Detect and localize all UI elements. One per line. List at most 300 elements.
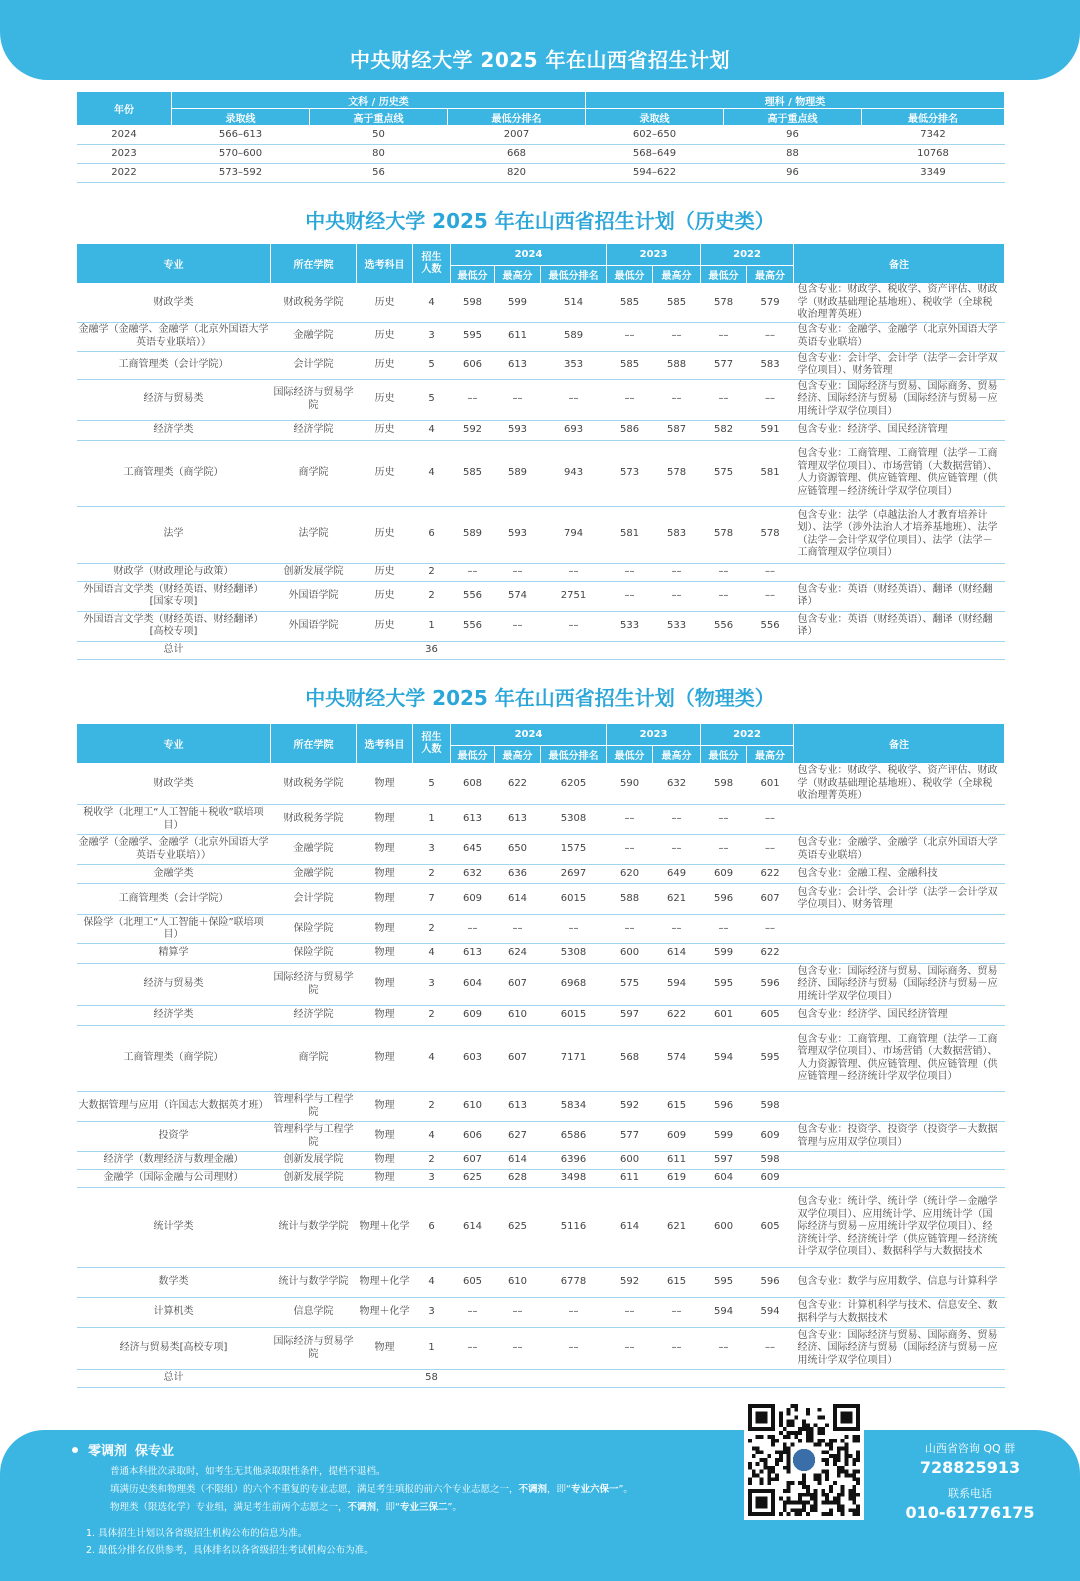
score-subheader: 最低分 (607, 746, 653, 764)
table-cell: 投资学 (77, 1122, 271, 1152)
table-row (77, 284, 1005, 323)
table-cell: 578 (747, 506, 794, 563)
table-cell: 585 (653, 284, 701, 323)
table-cell: 610 (495, 1006, 541, 1026)
table-cell: 619 (653, 1170, 701, 1188)
note-cell: 包含专业：金融工程、金融科技 (794, 865, 1005, 884)
table-cell: 统计学类 (77, 1188, 271, 1268)
note-cell: 包含专业：英语（财经英语）、翻译（财经翻译） (794, 611, 1005, 641)
table-cell: 581 (747, 440, 794, 506)
table-cell: 10768 (862, 145, 1005, 164)
table-cell: 财政学类 (77, 764, 271, 805)
note-cell: 包含专业：国际经济与贸易、国际商务、贸易经济、国际经济与贸易（国际经济与贸易－应用统计学双学位项目） (794, 1328, 1005, 1370)
table-cell: 614 (607, 1188, 653, 1268)
table-cell: 3 (413, 322, 451, 351)
table-row (77, 944, 1005, 964)
table-cell: –– (451, 1298, 495, 1328)
table-cell: 573–592 (172, 164, 310, 183)
table-cell: 591 (747, 420, 794, 440)
table-row (77, 126, 1005, 145)
table-cell: 历史 (357, 284, 413, 323)
enroll-header: 招生人数 (413, 724, 451, 764)
table-cell: 2 (413, 1152, 451, 1170)
table-cell: 2 (413, 1006, 451, 1026)
table-cell: 1 (413, 1328, 451, 1370)
table-cell: 574 (495, 581, 541, 611)
table-cell: 593 (495, 420, 541, 440)
table-cell: 577 (701, 351, 747, 379)
table-cell: 经济学类 (77, 420, 271, 440)
table-cell: 5 (413, 351, 451, 379)
note-cell: 包含专业：经济学、国民经济管理 (794, 420, 1005, 440)
table-cell: 636 (495, 865, 541, 884)
table-cell: 5116 (541, 1188, 607, 1268)
table-cell: 693 (541, 420, 607, 440)
table-cell: 611 (495, 322, 541, 351)
summary-table (76, 91, 1005, 183)
table-cell: 600 (607, 944, 653, 964)
table-cell: 622 (495, 764, 541, 805)
table-row (77, 1026, 1005, 1092)
table-cell: 628 (495, 1170, 541, 1188)
table-cell: 2 (413, 865, 451, 884)
table-cell: 保险学院 (271, 944, 357, 964)
table-cell: 2022 (77, 164, 172, 183)
note-cell: 包含专业：财政学、税收学、资产评估、财政学（财政基础理论基地班）、税收学（全球税收治理菁英班） (794, 284, 1005, 323)
table-cell: 物理 (357, 944, 413, 964)
table-row (77, 915, 1005, 944)
note-cell (794, 563, 1005, 581)
table-cell: –– (653, 1298, 701, 1328)
table-cell: 605 (747, 1188, 794, 1268)
table-cell: 物理 (357, 865, 413, 884)
table-cell: 5308 (541, 805, 607, 835)
table-cell: –– (541, 1328, 607, 1370)
table-cell: 596 (747, 964, 794, 1006)
note-cell: 包含专业：国际经济与贸易、国际商务、贸易经济、国际经济与贸易（国际经济与贸易－应用统计学双学位项目） (794, 379, 1005, 420)
table-cell: 556 (451, 611, 495, 641)
college-header: 所在学院 (271, 724, 357, 764)
table-cell: 会计学院 (271, 884, 357, 915)
phone-number: 010-61776175 (905, 1503, 1035, 1522)
table-cell: 627 (495, 1122, 541, 1152)
table-cell: 4 (413, 440, 451, 506)
table-cell: 614 (495, 1152, 541, 1170)
score-subheader: 最低分排名 (541, 746, 607, 764)
table-cell: 税收学（北理工“人工智能＋税收”联培项目） (77, 805, 271, 835)
note-cell: 包含专业：金融学、金融学（北京外国语大学英语专业联培） (794, 835, 1005, 865)
table-cell: –– (701, 322, 747, 351)
history-section-title: 中央财经大学 2025 年在山西省招生计划（历史类） (305, 209, 775, 233)
note-cell: 包含专业：数学与应用数学、信息与计算科学 (794, 1268, 1005, 1298)
table-cell: 609 (701, 865, 747, 884)
table-row (77, 164, 1005, 183)
score-subheader: 最高分 (653, 266, 701, 284)
table-cell: 工商管理类（商学院） (77, 440, 271, 506)
table-cell: 经济学院 (271, 1006, 357, 1026)
table-cell: –– (701, 1328, 747, 1370)
bullet-icon (72, 1447, 78, 1453)
table-cell: –– (495, 379, 541, 420)
table-cell: 信息学院 (271, 1298, 357, 1328)
table-cell: 605 (451, 1268, 495, 1298)
table-row (77, 1170, 1005, 1188)
table-cell: 2024 (77, 126, 172, 145)
table-row (77, 805, 1005, 835)
table-cell: 物理 (357, 884, 413, 915)
table-cell: 606 (451, 1122, 495, 1152)
table-cell: 613 (495, 351, 541, 379)
table-cell: 金融学院 (271, 865, 357, 884)
table-cell: 624 (495, 944, 541, 964)
table-cell: 607 (747, 884, 794, 915)
subject-header: 选考科目 (357, 244, 413, 284)
table-cell: 598 (701, 764, 747, 805)
table-cell: 商学院 (271, 440, 357, 506)
table-cell: 3349 (862, 164, 1005, 183)
table-cell: –– (701, 581, 747, 611)
score-subheader: 最高分 (747, 266, 794, 284)
table-cell: 594 (653, 964, 701, 1006)
table-cell: 管理科学与工程学院 (271, 1122, 357, 1152)
table-cell: 595 (451, 322, 495, 351)
physics-section-title: 中央财经大学 2025 年在山西省招生计划（物理类） (305, 686, 775, 710)
table-row (77, 611, 1005, 641)
table-cell: 创新发展学院 (271, 563, 357, 581)
table-cell: –– (701, 805, 747, 835)
table-cell: 外国语言文学类（财经英语、财经翻译）[高校专项] (77, 611, 271, 641)
major-header: 专业 (77, 724, 271, 764)
summary-subheader: 录取线 (586, 109, 724, 126)
table-cell: 物理 (357, 1006, 413, 1026)
table-cell: 统计与数学学院 (271, 1268, 357, 1298)
table-cell: 金融学（金融学、金融学（北京外国语大学英语专业联培）） (77, 322, 271, 351)
table-cell: 650 (495, 835, 541, 865)
table-cell: 法学院 (271, 506, 357, 563)
table-cell: 600 (607, 1152, 653, 1170)
table-cell: 1 (413, 611, 451, 641)
table-cell: 587 (653, 420, 701, 440)
table-cell: 610 (451, 1092, 495, 1122)
table-cell: 556 (747, 611, 794, 641)
table-cell: 589 (451, 506, 495, 563)
note-cell: 包含专业：经济学、国民经济管理 (794, 1006, 1005, 1026)
table-cell: –– (747, 563, 794, 581)
note-cell (794, 944, 1005, 964)
table-cell: 575 (701, 440, 747, 506)
table-cell: 585 (607, 284, 653, 323)
qq-group-number: 728825913 (919, 1458, 1021, 1477)
table-cell: 625 (451, 1170, 495, 1188)
score-subheader: 最低分 (451, 746, 495, 764)
table-cell: 80 (310, 145, 448, 164)
table-cell: 物理 (357, 1152, 413, 1170)
table-cell: 622 (653, 1006, 701, 1026)
table-cell: 614 (451, 1188, 495, 1268)
table-cell: 601 (701, 1006, 747, 1026)
table-cell: 计算机类 (77, 1298, 271, 1328)
table-cell: 3498 (541, 1170, 607, 1188)
table-cell: 597 (607, 1006, 653, 1026)
year-header-y2022: 2022 (701, 244, 794, 266)
table-cell: 582 (701, 420, 747, 440)
table-cell: 820 (448, 164, 586, 183)
table-cell: 经济学院 (271, 420, 357, 440)
score-subheader: 最低分 (701, 746, 747, 764)
note-cell: 包含专业：计算机科学与技术、信息安全、数据科学与大数据技术 (794, 1298, 1005, 1328)
table-cell: 578 (701, 506, 747, 563)
table-cell: –– (701, 835, 747, 865)
table-cell: 601 (747, 764, 794, 805)
table-cell: 统计与数学学院 (271, 1188, 357, 1268)
table-cell: –– (747, 1328, 794, 1370)
physics-table (76, 723, 1005, 1388)
table-cell: 609 (653, 1122, 701, 1152)
table-cell: 精算学 (77, 944, 271, 964)
table-cell: 588 (653, 351, 701, 379)
table-cell: 593 (495, 506, 541, 563)
table-cell: –– (541, 611, 607, 641)
table-row (77, 1328, 1005, 1370)
note-cell (794, 1170, 1005, 1188)
table-cell: 602–650 (586, 126, 724, 145)
table-cell: 2 (413, 581, 451, 611)
total-label: 总计 (77, 1370, 271, 1388)
year-header-y2024: 2024 (451, 724, 607, 746)
table-cell: 578 (653, 440, 701, 506)
notes-heading-2: 保专业 (135, 1444, 175, 1459)
table-cell: –– (747, 379, 794, 420)
table-cell: 物理＋化学 (357, 1188, 413, 1268)
phone-label: 联系电话 (948, 1487, 992, 1500)
table-cell: 592 (451, 420, 495, 440)
table-cell: 620 (607, 865, 653, 884)
score-subheader: 最高分 (653, 746, 701, 764)
table-row (77, 506, 1005, 563)
table-cell: 597 (701, 1152, 747, 1170)
table-cell: 599 (701, 1122, 747, 1152)
table-cell: –– (653, 581, 701, 611)
table-cell: 历史 (357, 581, 413, 611)
table-cell: 575 (607, 964, 653, 1006)
table-cell: 历史 (357, 440, 413, 506)
table-cell: 568–649 (586, 145, 724, 164)
qq-group-label: 山西省咨询 QQ 群 (924, 1442, 1016, 1455)
score-subheader: 最低分 (451, 266, 495, 284)
table-cell: 566–613 (172, 126, 310, 145)
table-row (77, 420, 1005, 440)
table-cell: 583 (653, 506, 701, 563)
table-cell: 2 (413, 563, 451, 581)
table-cell: 外国语言文学类（财经英语、财经翻译）[国家专项] (77, 581, 271, 611)
total-label: 总计 (77, 641, 271, 659)
table-cell: 794 (541, 506, 607, 563)
notes-heading (72, 1440, 712, 1459)
table-cell: 2 (413, 915, 451, 944)
table-cell: 财政学（财政理论与政策） (77, 563, 271, 581)
total-value: 36 (413, 641, 451, 659)
note-cell: 包含专业：会计学、会计学（法学－会计学双学位项目）、财务管理 (794, 351, 1005, 379)
table-row (77, 1122, 1005, 1152)
table-cell: –– (747, 805, 794, 835)
table-cell: 法学 (77, 506, 271, 563)
year-header-y2022: 2022 (701, 724, 794, 746)
table-cell: 6015 (541, 1006, 607, 1026)
table-cell: 2 (413, 1092, 451, 1122)
table-cell: 625 (495, 1188, 541, 1268)
table-cell: –– (541, 563, 607, 581)
table-cell: 596 (701, 884, 747, 915)
score-subheader: 最高分 (495, 746, 541, 764)
table-cell: –– (451, 563, 495, 581)
table-cell: 经济与贸易类[高校专项] (77, 1328, 271, 1370)
table-cell: 943 (541, 440, 607, 506)
table-cell: 574 (653, 1026, 701, 1092)
table-row (77, 581, 1005, 611)
table-cell: –– (495, 611, 541, 641)
table-cell: 645 (451, 835, 495, 865)
table-cell: 物理 (357, 1026, 413, 1092)
table-cell: 经济与贸易类 (77, 379, 271, 420)
table-cell: –– (607, 322, 653, 351)
table-cell: –– (607, 835, 653, 865)
table-cell: –– (747, 322, 794, 351)
table-row (77, 440, 1005, 506)
table-cell: 金融学院 (271, 322, 357, 351)
table-cell: –– (701, 563, 747, 581)
table-cell: 4 (413, 944, 451, 964)
table-cell: 592 (607, 1092, 653, 1122)
note-cell: 包含专业：工商管理、工商管理（法学－工商管理双学位项目）、市场营销（大数据营销）、人力资源管理、供应链管理、供应链管理（供应链管理－经济统计学双学位项目） (794, 1026, 1005, 1092)
table-cell: 603 (451, 1026, 495, 1092)
table-cell: 533 (607, 611, 653, 641)
table-cell: 4 (413, 1122, 451, 1152)
table-cell: –– (653, 805, 701, 835)
table-cell: 经济学类 (77, 1006, 271, 1026)
admission-notes (72, 1440, 712, 1559)
table-cell: –– (607, 1328, 653, 1370)
table-cell: 物理＋化学 (357, 1268, 413, 1298)
table-cell: 614 (495, 884, 541, 915)
table-cell: 570–600 (172, 145, 310, 164)
table-cell: 国际经济与贸易学院 (271, 964, 357, 1006)
table-cell: 610 (495, 1268, 541, 1298)
notes-heading-1: 零调剂 (88, 1444, 128, 1459)
year-header-y2024: 2024 (451, 244, 607, 266)
table-cell: 国际经济与贸易学院 (271, 379, 357, 420)
table-cell: 工商管理类（会计学院） (77, 351, 271, 379)
table-cell: 594 (747, 1298, 794, 1328)
table-cell: –– (541, 379, 607, 420)
table-cell: 工商管理类（会计学院） (77, 884, 271, 915)
table-cell: 96 (724, 126, 862, 145)
table-cell: 历史 (357, 611, 413, 641)
table-cell: 621 (653, 1188, 701, 1268)
table-cell: –– (653, 1328, 701, 1370)
table-cell: 614 (653, 944, 701, 964)
table-cell: –– (653, 835, 701, 865)
note-cell: 包含专业：财政学、税收学、资产评估、财政学（财政基础理论基地班）、税收学（全球税收治理菁英班） (794, 764, 1005, 805)
notes-line-1: 普通本科批次录取时，如考生无其他录取限性条件，提档不退档。 (110, 1466, 386, 1477)
table-cell: –– (541, 915, 607, 944)
table-cell: 历史 (357, 506, 413, 563)
table-cell: –– (701, 379, 747, 420)
table-cell: 600 (701, 1188, 747, 1268)
table-cell: 5834 (541, 1092, 607, 1122)
notes-line-3: 物理类（限选化学）专业组，满足考生前两个志愿之一，不调剂，即“专业三保二”。 (110, 1502, 462, 1513)
table-cell: 会计学院 (271, 351, 357, 379)
table-cell: 578 (701, 284, 747, 323)
note-cell (794, 1152, 1005, 1170)
table-cell: 创新发展学院 (271, 1170, 357, 1188)
table-cell: 6968 (541, 964, 607, 1006)
table-cell: 615 (653, 1092, 701, 1122)
table-cell: 599 (701, 944, 747, 964)
table-cell: 物理 (357, 805, 413, 835)
score-subheader: 最低分 (607, 266, 653, 284)
table-cell: 588 (607, 884, 653, 915)
table-cell: 3 (413, 1298, 451, 1328)
year-header: 年份 (77, 92, 172, 126)
table-row (77, 1092, 1005, 1122)
table-cell: 历史 (357, 351, 413, 379)
table-cell: 615 (653, 1268, 701, 1298)
table-cell: 3 (413, 835, 451, 865)
college-header: 所在学院 (271, 244, 357, 284)
table-cell: 556 (701, 611, 747, 641)
table-cell: 585 (607, 351, 653, 379)
table-cell: 财政税务学院 (271, 284, 357, 323)
table-cell: –– (451, 1328, 495, 1370)
table-cell: 649 (653, 865, 701, 884)
summary-subheader: 最低分排名 (448, 109, 586, 126)
table-cell: –– (607, 581, 653, 611)
note-cell: 包含专业：国际经济与贸易、国际商务、贸易经济、国际经济与贸易（国际经济与贸易－应用统计学双学位项目） (794, 964, 1005, 1006)
table-cell: 6205 (541, 764, 607, 805)
table-row (77, 563, 1005, 581)
table-cell: 管理科学与工程学院 (271, 1092, 357, 1122)
table-cell: 622 (747, 944, 794, 964)
table-cell: –– (607, 563, 653, 581)
summary-subheader: 录取线 (172, 109, 310, 126)
notes-header: 备注 (794, 724, 1005, 764)
table-cell: 历史 (357, 379, 413, 420)
table-cell: –– (653, 915, 701, 944)
notes-header: 备注 (794, 244, 1005, 284)
table-row (77, 835, 1005, 865)
table-cell: 609 (451, 884, 495, 915)
table-cell: 568 (607, 1026, 653, 1092)
table-cell: 大数据管理与应用（许国志大数据英才班） (77, 1092, 271, 1122)
note-cell: 包含专业：会计学、会计学（法学－会计学双学位项目）、财务管理 (794, 884, 1005, 915)
table-cell: 592 (607, 1268, 653, 1298)
table-cell: 668 (448, 145, 586, 164)
table-cell: 594–622 (586, 164, 724, 183)
table-cell: 1 (413, 805, 451, 835)
table-cell: –– (495, 1298, 541, 1328)
table-cell: 保险学（北理工“人工智能＋保险”联培项目） (77, 915, 271, 944)
table-cell: 6 (413, 1188, 451, 1268)
table-cell: 589 (495, 440, 541, 506)
table-cell: 56 (310, 164, 448, 183)
table-cell: –– (607, 805, 653, 835)
table-row (77, 1268, 1005, 1298)
table-cell: 606 (451, 351, 495, 379)
score-subheader: 最高分 (747, 746, 794, 764)
major-header: 专业 (77, 244, 271, 284)
table-cell: 历史 (357, 322, 413, 351)
table-cell: 607 (495, 964, 541, 1006)
